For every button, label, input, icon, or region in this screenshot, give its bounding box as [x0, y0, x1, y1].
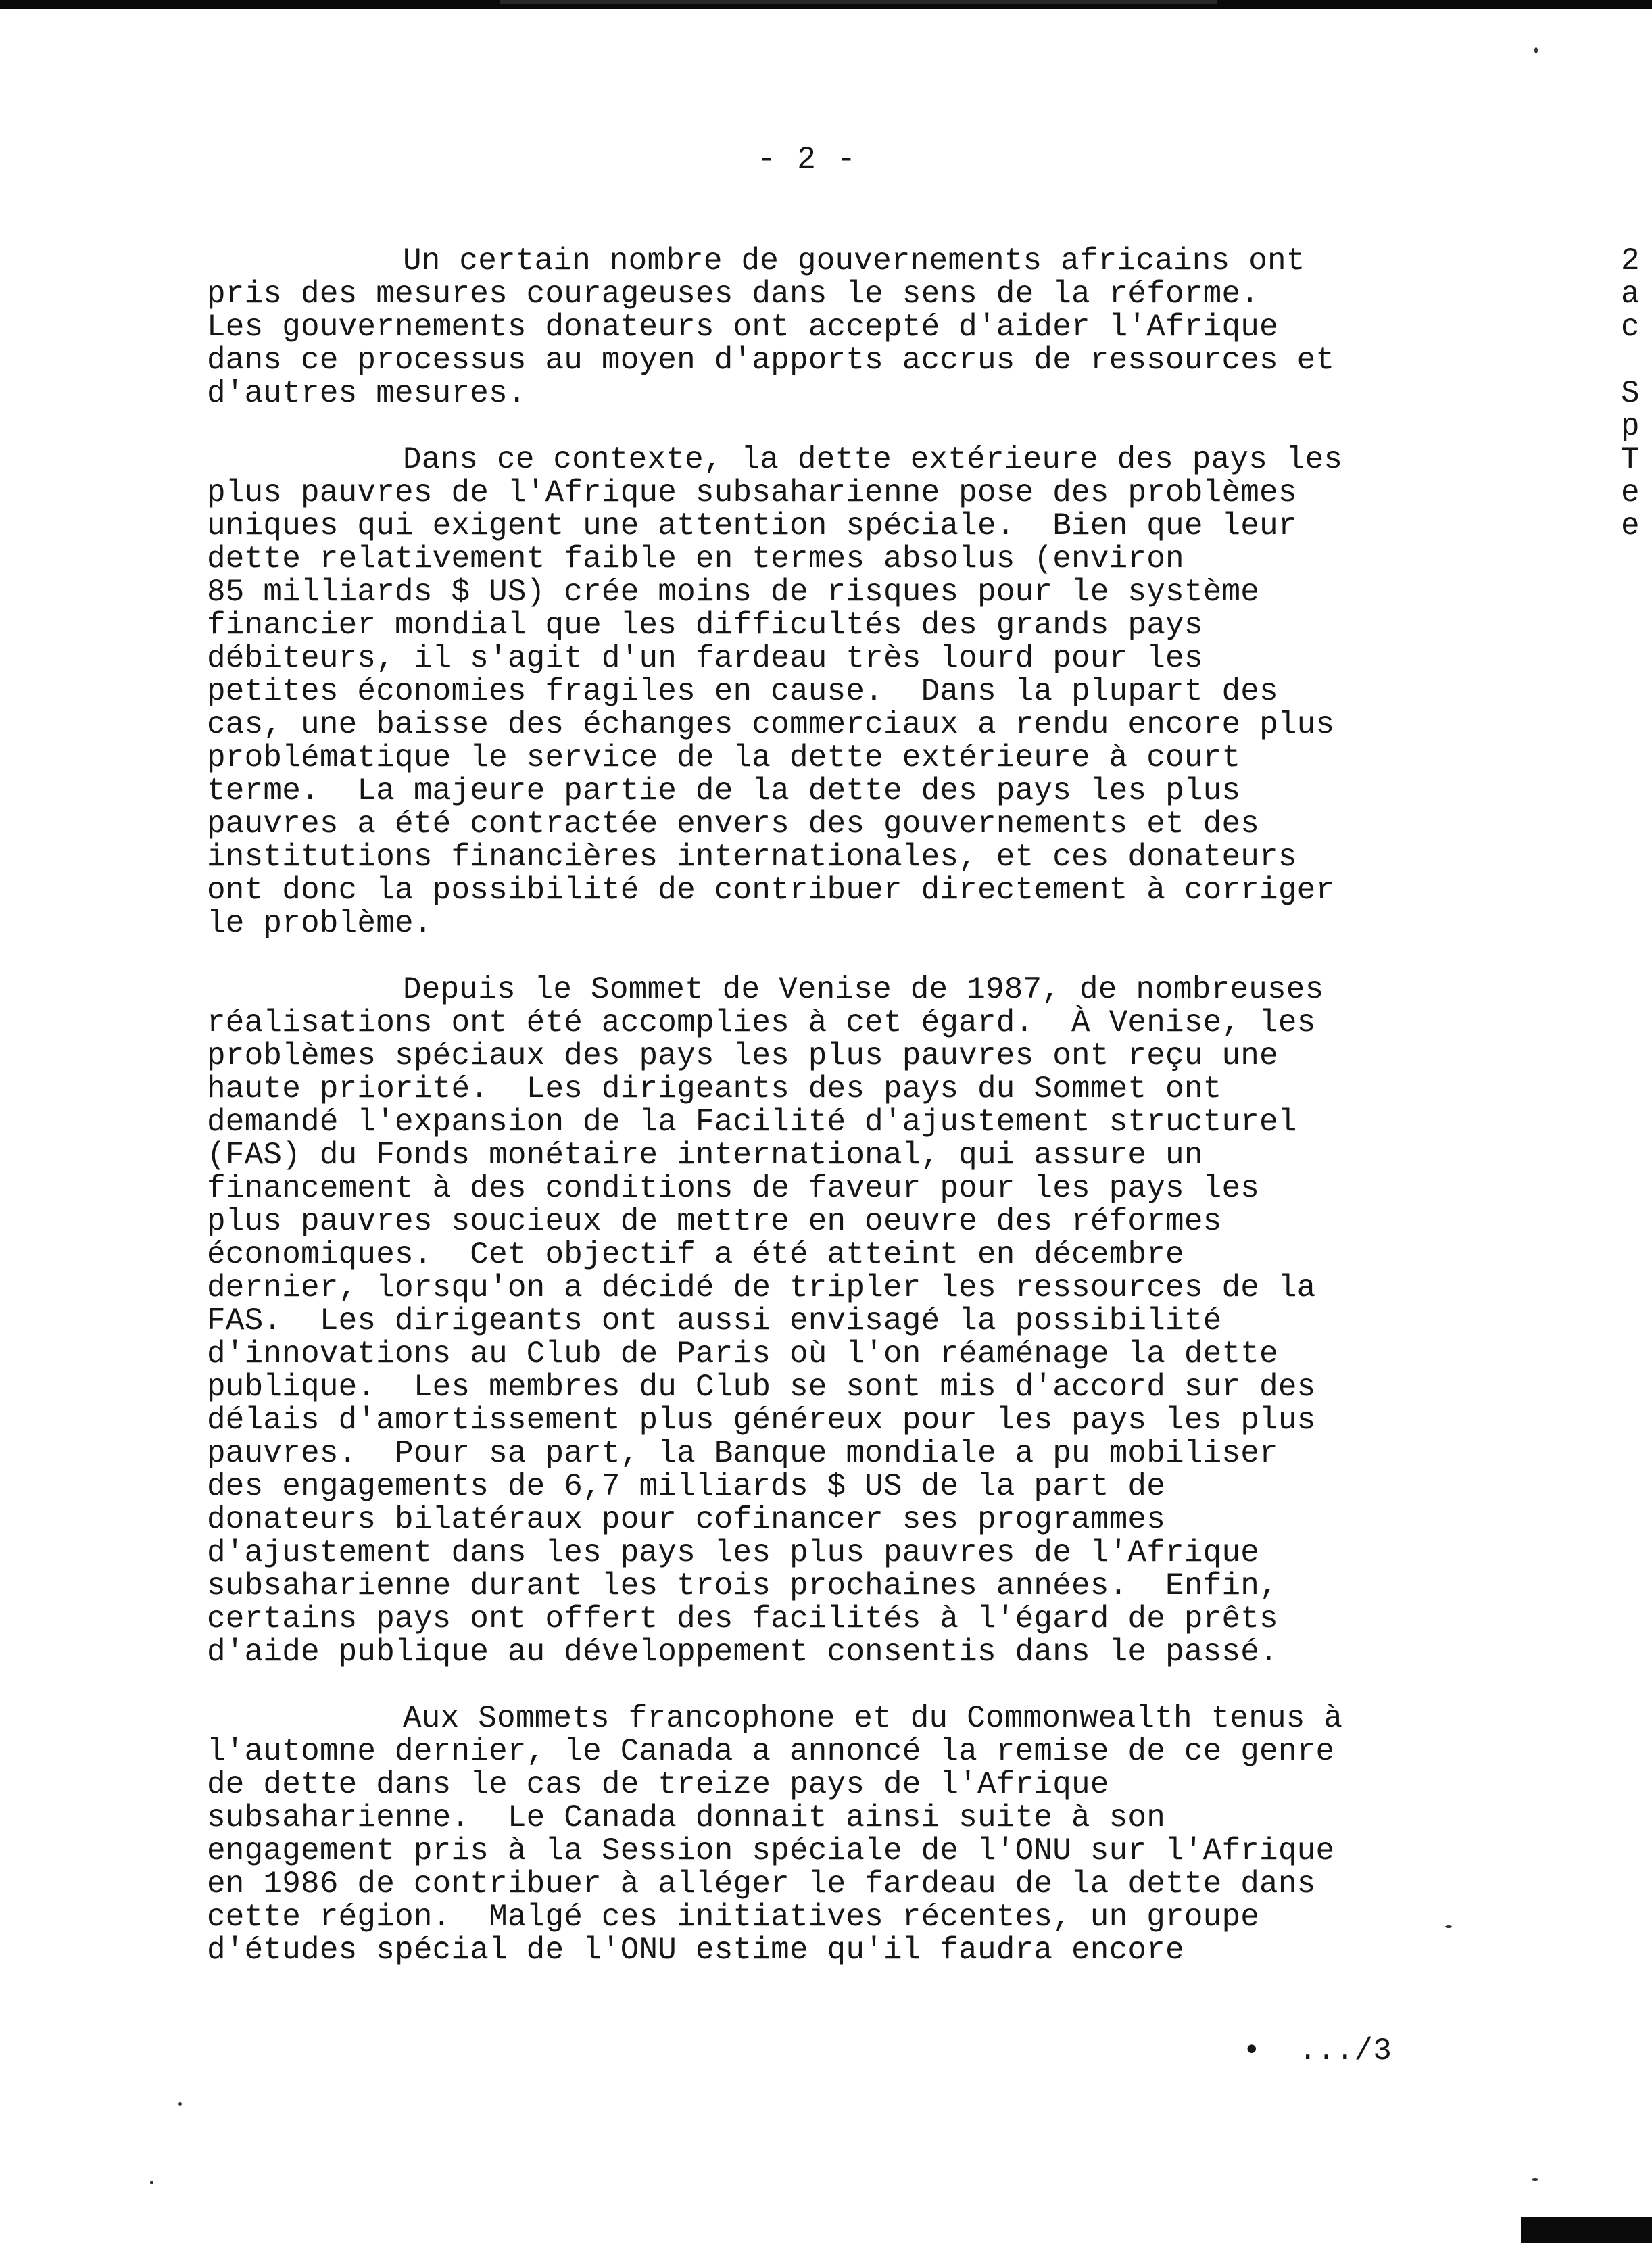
text-line: institutions financières internationales, et ces donateurs [207, 840, 1297, 875]
text-line: subsaharienne. Le Canada donnait ainsi suite à son [207, 1800, 1166, 1835]
text-line: engagement pris à la Session spéciale de l'ONU sur l'Afrique [207, 1833, 1335, 1868]
text-line: pris des mesures courageuses dans le sens de la réforme. [207, 276, 1260, 312]
text-line: dette relativement faible en termes absolus (environ [207, 541, 1184, 577]
text-line: réalisations ont été accomplies à cet égard. À Venise, les [207, 1005, 1316, 1040]
text-line: d'ajustement dans les pays les plus pauvres de l'Afrique [207, 1535, 1260, 1570]
text-line: financement à des conditions de faveur pour les pays les [207, 1171, 1260, 1206]
text-line: petites économies fragiles en cause. Dans la plupart des [207, 674, 1278, 709]
text-line: cette région. Malgé ces initiatives récentes, un groupe [207, 1900, 1260, 1935]
paragraph [207, 1702, 1478, 1967]
text-line: de dette dans le cas de treize pays de l'Afrique [207, 1767, 1109, 1802]
paragraph [207, 973, 1478, 1669]
margin-fragment: a [1621, 276, 1640, 312]
margin-fragment [1621, 344, 1640, 377]
margin-fragment: c [1621, 310, 1640, 345]
text-line: le problème. [207, 906, 433, 941]
scan-speck [1534, 47, 1538, 53]
margin-fragment: e [1621, 508, 1640, 544]
text-line: (FAS) du Fonds monétaire international, qui assure un [207, 1138, 1203, 1173]
text-line: problématique le service de la dette extérieure à court [207, 740, 1241, 775]
text-line: problèmes spéciaux des pays les plus pauvres ont reçu une [207, 1038, 1278, 1074]
text-line: débiteurs, il s'agit d'un fardeau très lourd pour les [207, 641, 1203, 676]
text-line: d'autres mesures. [207, 376, 527, 411]
text-line: publique. Les membres du Club se sont mis d'accord sur des [207, 1370, 1316, 1405]
text-line: cas, une baisse des échanges commerciaux a rendu encore plus [207, 707, 1335, 742]
scan-speck [150, 2181, 153, 2184]
scan-speck [178, 2102, 182, 2106]
margin-fragment: T [1621, 442, 1640, 477]
text-line: Un certain nombre de gouvernements africains ont [403, 243, 1305, 279]
text-line: pauvres. Pour sa part, la Banque mondiale a pu mobiliser [207, 1436, 1278, 1471]
document-body [207, 245, 1478, 2000]
text-line: donateurs bilatéraux pour cofinancer ses programmes [207, 1502, 1166, 1537]
text-line: d'études spécial de l'ONU estime qu'il faudra encore [207, 1933, 1184, 1968]
text-line: Dans ce contexte, la dette extérieure des pays les [403, 442, 1343, 477]
text-line: Depuis le Sommet de Venise de 1987, de nombreuses [403, 972, 1324, 1007]
text-line: FAS. Les dirigeants ont aussi envisagé la possibilité [207, 1303, 1222, 1338]
text-line: ont donc la possibilité de contribuer directement à corriger [207, 873, 1335, 908]
margin-fragment: e [1621, 475, 1640, 510]
text-line: l'automne dernier, le Canada a annoncé la remise de ce genre [207, 1734, 1335, 1769]
scan-speck [1532, 2178, 1538, 2181]
text-line: demandé l'expansion de la Facilité d'ajustement structurel [207, 1105, 1297, 1140]
margin-fragment: p [1621, 409, 1640, 444]
scan-bottom-corner-mark [1521, 2217, 1652, 2243]
text-line: subsaharienne durant les trois prochaines années. Enfin, [207, 1568, 1278, 1603]
text-line: terme. La majeure partie de la dette des pays les plus [207, 773, 1241, 809]
text-line: pauvres a été contractée envers des gouvernements et des [207, 806, 1260, 842]
scan-top-border-gap [500, 0, 1217, 4]
text-line: 85 milliards $ US) crée moins de risques pour le système [207, 575, 1260, 610]
text-line: financier mondial que les difficultés des grands pays [207, 608, 1203, 643]
page-number: - 2 - [757, 142, 858, 177]
text-line: délais d'amortissement plus généreux pour les pays les plus [207, 1403, 1316, 1438]
text-line: dernier, lorsqu'on a décidé de tripler les ressources de la [207, 1270, 1316, 1305]
paragraph [207, 245, 1478, 410]
text-line: plus pauvres soucieux de mettre en oeuvre des réformes [207, 1204, 1222, 1239]
text-line: des engagements de 6,7 milliards $ US de la part de [207, 1469, 1166, 1504]
text-line: en 1986 de contribuer à alléger le fardeau de la dette dans [207, 1866, 1316, 1902]
text-line: haute priorité. Les dirigeants des pays du Sommet ont [207, 1071, 1222, 1107]
text-line: certains pays ont offert des facilités à l'égard de prêts [207, 1601, 1278, 1637]
text-line: économiques. Cet objectif a été atteint en décembre [207, 1237, 1184, 1272]
text-line: plus pauvres de l'Afrique subsaharienne pose des problèmes [207, 475, 1297, 510]
text-line: Aux Sommets francophone et du Commonwealth tenus à [403, 1701, 1343, 1736]
text-line: d'aide publique au développement consentis dans le passé. [207, 1635, 1278, 1670]
margin-fragment: S [1621, 376, 1640, 411]
paragraph [207, 443, 1478, 940]
text-line: d'innovations au Club de Paris où l'on réaménage la dette [207, 1336, 1278, 1372]
text-line: Les gouvernements donateurs ont accepté d'aider l'Afrique [207, 310, 1278, 345]
continuation-marker: • .../3 [1242, 2033, 1392, 2069]
adjacent-page-margin-fragments [1621, 245, 1640, 543]
margin-fragment: 2 [1621, 243, 1640, 279]
text-line: uniques qui exigent une attention spéciale. Bien que leur [207, 508, 1297, 544]
scan-speck [1445, 1925, 1452, 1928]
text-line: dans ce processus au moyen d'apports accrus de ressources et [207, 343, 1335, 378]
